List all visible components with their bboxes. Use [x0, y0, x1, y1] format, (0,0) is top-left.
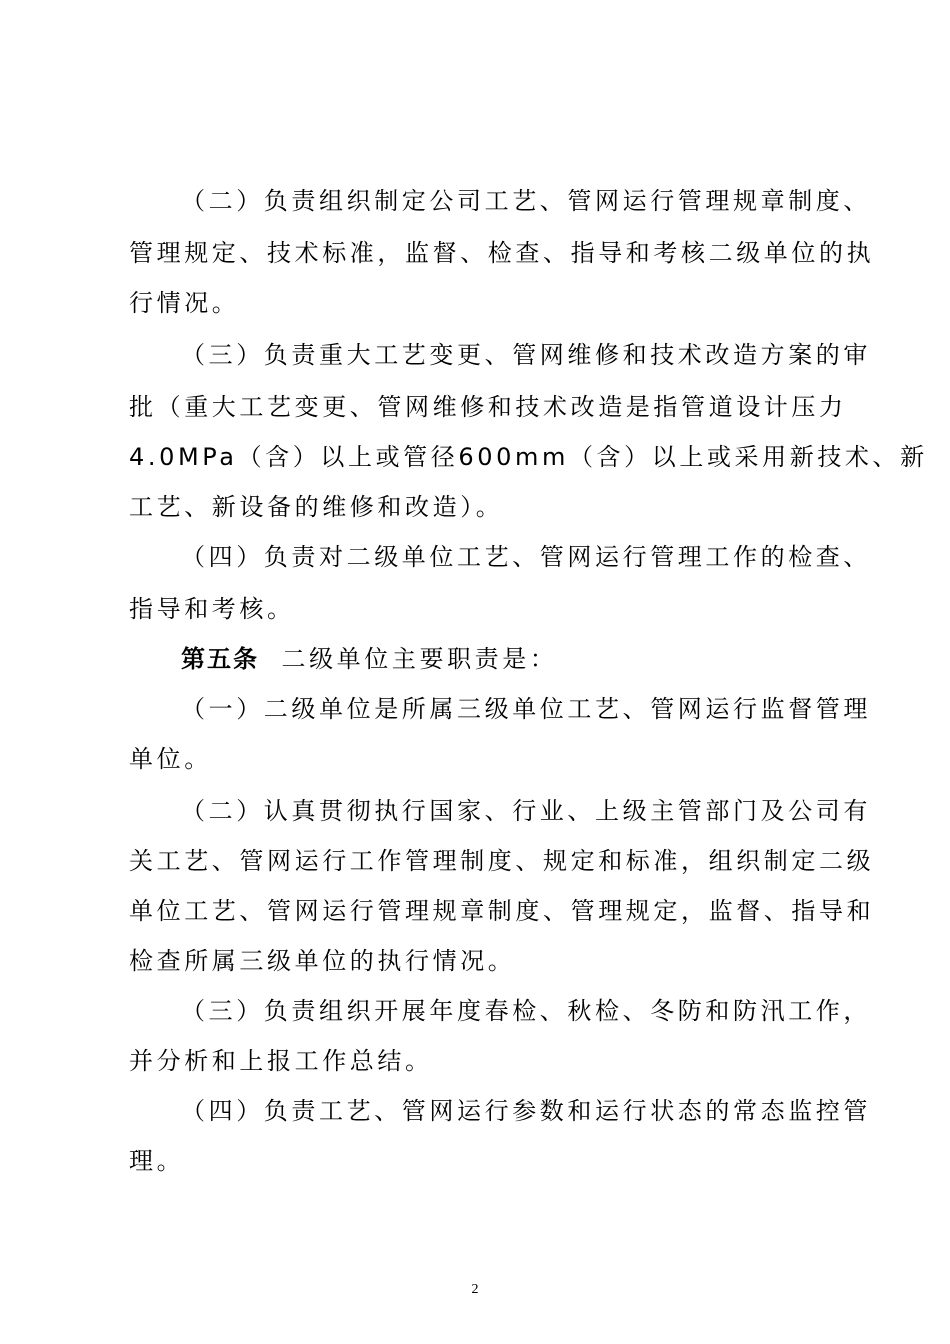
item-2-line-2: 关工艺、管网运行工作管理制度、规定和标准，组织制定二级 [129, 847, 875, 875]
item-4-line-2: 理。 [129, 1147, 185, 1175]
item-3-line-1: （三）负责组织开展年度春检、秋检、冬防和防汛工作， [181, 997, 871, 1025]
paragraph-4-line-1: （四）负责对二级单位工艺、管网运行管理工作的检查、 [181, 543, 871, 571]
paragraph-2-line-3: 行情况。 [129, 289, 240, 317]
paragraph-3-line-3: 4.0MPa（含）以上或管径600mm（含）以上或采用新技术、新 [129, 443, 928, 471]
paragraph-3-line-2: 批（重大工艺变更、管网维修和技术改造是指管道设计压力 [129, 393, 847, 421]
paragraph-4-line-2: 指导和考核。 [129, 595, 295, 623]
item-2-line-3: 单位工艺、管网运行管理规章制度、管理规定，监督、指导和 [129, 897, 875, 925]
article-title: 二级单位主要职责是： [281, 645, 558, 673]
item-4-line-1: （四）负责工艺、管网运行参数和运行状态的常态监控管 [181, 1097, 871, 1125]
item-2-line-1: （二）认真贯彻执行国家、行业、上级主管部门及公司有 [181, 797, 871, 825]
article-number: 第五条 [181, 645, 259, 673]
paragraph-3-line-1: （三）负责重大工艺变更、管网维修和技术改造方案的审 [181, 341, 871, 369]
page-number: 2 [471, 1282, 479, 1297]
item-2-line-4: 检查所属三级单位的执行情况。 [129, 947, 516, 975]
item-1-line-2: 单位。 [129, 745, 212, 773]
paragraph-3-line-4: 工艺、新设备的维修和改造）。 [129, 493, 504, 521]
item-1-line-1: （一）二级单位是所属三级单位工艺、管网运行监督管理 [181, 695, 871, 723]
article-5-heading [181, 644, 829, 674]
paragraph-2-line-1: （二）负责组织制定公司工艺、管网运行管理规章制度、 [181, 187, 871, 215]
item-3-line-2: 并分析和上报工作总结。 [129, 1047, 433, 1075]
paragraph-2-line-2: 管理规定、技术标准，监督、检查、指导和考核二级单位的执 [129, 239, 875, 267]
